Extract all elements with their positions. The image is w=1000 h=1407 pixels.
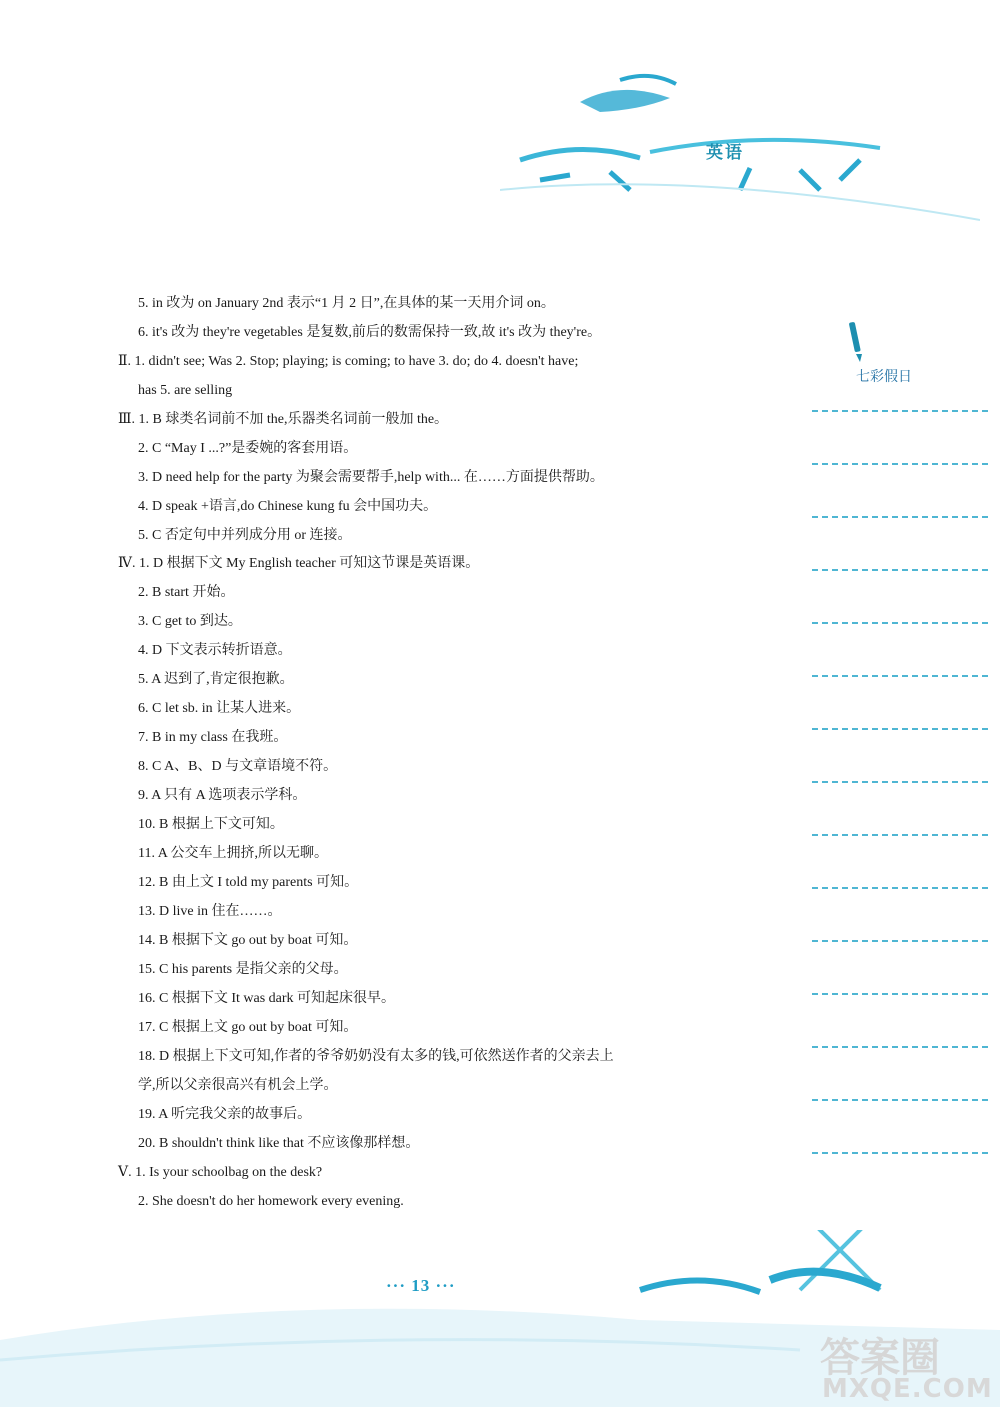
notes-rule	[812, 569, 988, 571]
answer-line: 5. A 迟到了,肯定很抱歉。	[138, 672, 294, 687]
answer-line: Ⅲ. 1. B 球类名词前不加 the,乐器类名词前一般加 the。	[118, 412, 449, 427]
pen-icon	[846, 318, 868, 364]
answer-line: 11. A 公交车上拥挤,所以无聊。	[138, 846, 329, 861]
answer-line: 13. D live in 住在……。	[138, 904, 282, 919]
answer-line: Ⅳ. 1. D 根据下文 My English teacher 可知这节课是英语课。	[118, 556, 480, 571]
side-brand: 七彩假日	[856, 369, 912, 385]
answer-line: 8. C A、B、D 与文章语境不符。	[138, 759, 338, 774]
answer-line: 2. C “May I ...?”是委婉的客套用语。	[138, 441, 358, 456]
notes-rule	[812, 728, 988, 730]
answer-line: 6. C let sb. in 让某人进来。	[138, 701, 301, 716]
notes-rule	[812, 993, 988, 995]
answer-line: 16. C 根据下文 It was dark 可知起床很早。	[138, 991, 396, 1006]
answer-line: 19. A 听完我父亲的故事后。	[138, 1107, 312, 1122]
answer-line: 学,所以父亲很高兴有机会上学。	[138, 1078, 338, 1093]
answer-line: 3. C get to 到达。	[138, 614, 242, 629]
notes-rule	[812, 1099, 988, 1101]
answer-line: 5. C 否定句中并列成分用 or 连接。	[138, 528, 352, 543]
answer-line: 12. B 由上文 I told my parents 可知。	[138, 875, 359, 890]
notes-rule	[812, 887, 988, 889]
answer-line: 3. D need help for the party 为聚会需要帮手,help with... 在……方面提供帮助。	[138, 470, 604, 485]
subject-badge: 英语	[706, 143, 744, 163]
answer-line: 15. C his parents 是指父亲的父母。	[138, 962, 348, 977]
answer-line: 14. B 根据下文 go out by boat 可知。	[138, 933, 358, 948]
answer-line: 2. B start 开始。	[138, 585, 235, 600]
answer-line: 17. C 根据上文 go out by boat 可知。	[138, 1020, 358, 1035]
answer-line: 18. D 根据上下文可知,作者的爷爷奶奶没有太多的钱,可依然送作者的父亲去上	[138, 1049, 614, 1064]
answer-line: 4. D 下文表示转折语意。	[138, 643, 292, 658]
notes-rule	[812, 781, 988, 783]
answer-line: 7. B in my class 在我班。	[138, 730, 288, 745]
watermark: 答案圈	[820, 1335, 940, 1381]
answer-line: 4. D speak +语言,do Chinese kung fu 会中国功夫。	[138, 499, 438, 514]
answer-line: 2. She doesn't do her homework every evening.	[138, 1194, 404, 1209]
answer-line: Ⅴ. 1. Is your schoolbag on the desk?	[118, 1165, 323, 1180]
notes-rule	[812, 622, 988, 624]
notes-rule	[812, 410, 988, 412]
notes-rule	[812, 516, 988, 518]
answer-line: has 5. are selling	[138, 383, 233, 398]
notes-rule	[812, 1152, 988, 1154]
notes-rule	[812, 940, 988, 942]
answer-line: Ⅱ. 1. didn't see; Was 2. Stop; playing; is coming; to have 3. do; do 4. doesn't have;	[118, 354, 579, 369]
answer-line: 20. B shouldn't think like that 不应该像那样想。	[138, 1136, 420, 1151]
notes-rule	[812, 1046, 988, 1048]
notes-rule	[812, 675, 988, 677]
notes-rule	[812, 834, 988, 836]
page-number: ··· 13 ···	[386, 1276, 456, 1295]
answer-line: 6. it's 改为 they're vegetables 是复数,前后的数需保持一致,故 it's 改为 they're。	[138, 325, 602, 340]
notes-rule	[812, 463, 988, 465]
answer-line: 10. B 根据上下文可知。	[138, 817, 284, 832]
answer-line: 5. in 改为 on January 2nd 表示“1 月 2 日”,在具体的某一天用介词 on。	[138, 296, 555, 311]
answer-line: 9. A 只有 A 选项表示学科。	[138, 788, 307, 803]
watermark-url: MXQE.COM	[822, 1374, 993, 1404]
